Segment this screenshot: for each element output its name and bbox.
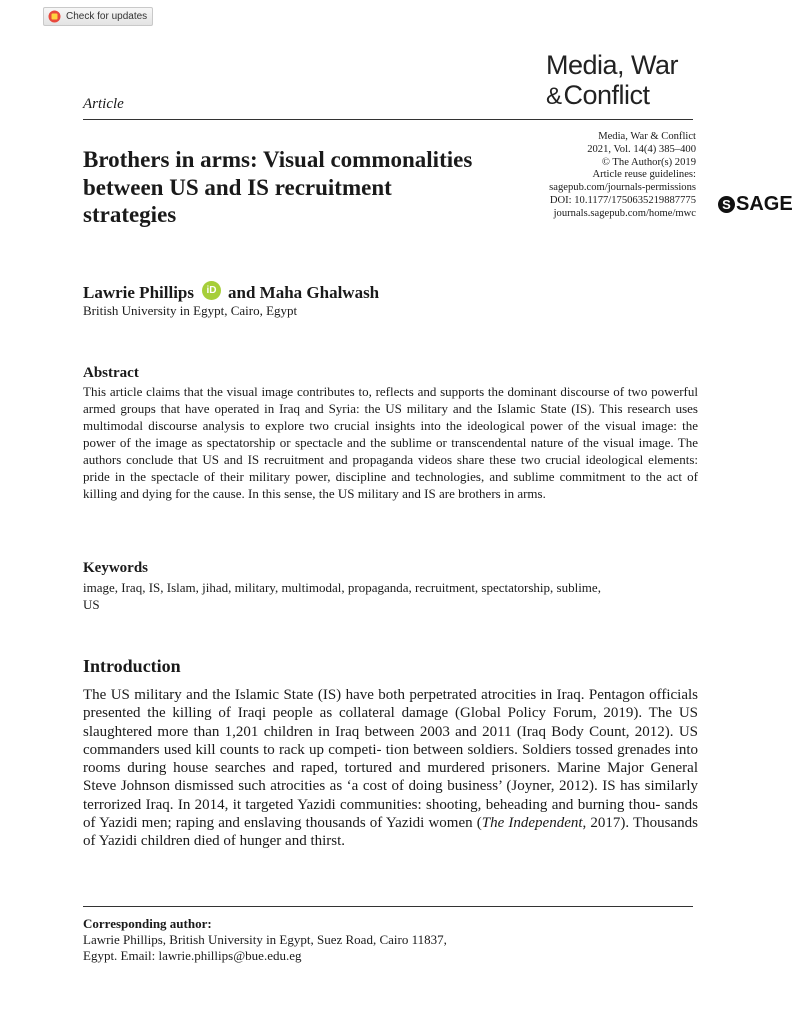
article-metadata [549,131,696,221]
journal-logo [546,50,678,112]
intro-text-part2: , 2017). Thousands of Yazidi children died of hunger and thirst. [83,815,698,850]
orcid-icon[interactable]: iD [202,281,221,300]
intro-source-italic: The Independent [481,815,583,832]
abstract-text: This article claims that the visual image contributes to, reflects and supports the dominant discourse of two powerful armed groups that have operated in Iraq and Syria: the US military and the Islamic State (IS). This research uses multimodal discourse analysis to explore two crucial insights into the ideological power of the visual image: the power of the image as spectatorship or spectacle and the sublime or transcendental nature of the visual image. The authors conclude that US and IS recruitment and propaganda videos share these two crucial ideological elements: pride in the spectacle of their military power, discipline and technologies, and sublime commitment to the act of killing and dying for the cause. In this sense, the US military and IS are brothers in arms. [83,384,698,501]
author-line [83,283,379,303]
header-divider [83,119,693,120]
meta-journal: Media, War & Conflict [598,131,696,142]
article-title: Brothers in arms: Visual commonalities between US and IS recruitment strategies [83,147,473,227]
journal-logo-line2: Conflict [563,80,650,110]
keywords-text: image, Iraq, IS, Islam, jihad, military, multimodal, propaganda, recruitment, spectatorship, sublime, US [83,580,601,612]
sage-mark-icon: S [718,196,735,213]
meta-copyright: © The Author(s) 2019 [601,156,696,168]
abstract-heading: Abstract [83,365,139,381]
corresponding-line2: Egypt. Email: lawrie.phillips@bue.edu.eg [83,947,302,963]
corresponding-author-heading: Corresponding author: [83,916,212,931]
check-for-updates-button[interactable] [43,7,153,26]
introduction-heading: Introduction [83,656,181,676]
author-affiliation: British University in Egypt, Cairo, Egypt [83,303,298,318]
update-badge-icon [48,10,61,23]
journal-logo-line1: Media, War [546,50,679,80]
publisher-logo-text: SAGE [736,193,793,215]
second-author: and Maha Ghalwash [227,283,380,302]
corresponding-line1: Lawrie Phillips, British University in Egypt, Suez Road, Cairo 11837, [83,932,447,947]
meta-permissions-link[interactable]: sagepub.com/journals-permissions [549,182,696,194]
keywords-heading: Keywords [83,560,148,576]
intro-text-part1: The US military and the Islamic State (IS) have both perpetrated atrocities in Iraq. Pentagon officials presented the killing of Iraqi people as collateral damage (Global Policy Forum, 2019). The US slaughtered more than 1,201 children in Iraq between 2003 and 2011 (Iraq Body Count, 2012). US commanders used kill counts to rack up competi- tion between soldiers. Soldiers tossed grenades into rooms during house searches and raped, tortured and murdered prisoners. Marine Major General Steve Johnson dismissed such atrocities as ‘a cost of doing business’ (Joyner, 2012). IS has similarly terrorized Iraq. In 2014, it targeted Yazidi communities: shooting, beheading and burning thou- sands of Yazidi men; raping and enslaving thousands of Yazidi women ( [83,687,698,832]
meta-homepage-link[interactable]: journals.sagepub.com/home/mwc [553,207,696,219]
publisher-logo [718,193,793,216]
check-for-updates-label: Check for updates [66,11,148,22]
meta-volume: 2021, Vol. 14(4) 385–400 [587,143,696,155]
journal-logo-amp: & [546,83,562,110]
meta-doi-link[interactable]: DOI: 10.1177/1750635219887775 [549,194,696,206]
footnote-divider [83,906,693,907]
meta-reuse: Article reuse guidelines: [592,169,696,181]
corresponding-author-details [83,932,513,963]
first-author: Lawrie Phillips [83,283,194,302]
section-label: Article [83,96,124,112]
introduction-text [83,686,698,851]
